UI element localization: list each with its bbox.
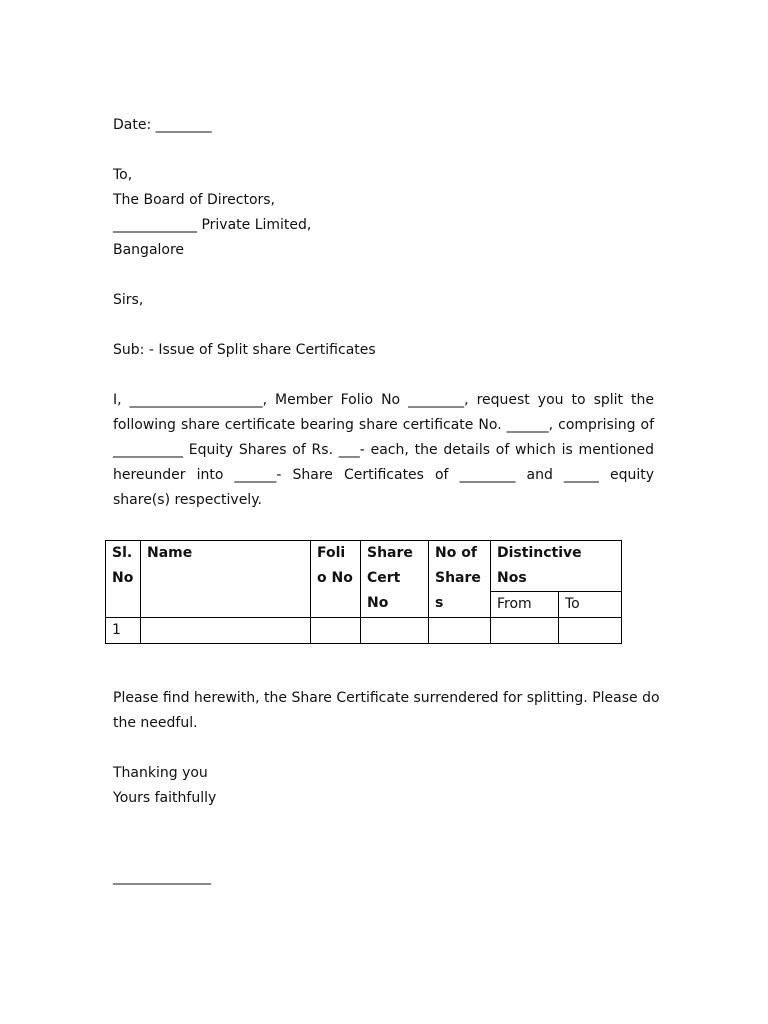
header-name: Name xyxy=(141,541,311,618)
cell-to xyxy=(559,618,622,644)
salutation: Sirs, xyxy=(113,292,144,308)
closing-section xyxy=(113,686,660,811)
header-from: From xyxy=(491,592,559,618)
body-line: hereunder into ______- Share Certificates of ________ and _____ equity xyxy=(113,467,654,483)
table-row xyxy=(106,618,622,644)
header-no-of-shares: No of Shares xyxy=(429,541,491,618)
body-line: share(s) respectively. xyxy=(113,492,262,508)
addressee-company: ____________ Private Limited, xyxy=(113,217,312,233)
cell-sl-no: 1 xyxy=(106,618,141,644)
closing-line: the needful. xyxy=(113,715,198,731)
closing-line: Please find herewith, the Share Certificate surrendered for splitting. Please do xyxy=(113,690,660,706)
addressee-board: The Board of Directors, xyxy=(113,192,276,208)
header-to: To xyxy=(559,592,622,618)
letter-header xyxy=(113,113,654,513)
body-line: following share certificate bearing share certificate No. ______, comprising of xyxy=(113,417,654,433)
cell-no-of-shares xyxy=(429,618,491,644)
cell-folio-no xyxy=(311,618,361,644)
thanks-line: Thanking you xyxy=(113,765,208,781)
date-line: Date: ________ xyxy=(113,117,212,133)
subject-line: Sub: - Issue of Split share Certificates xyxy=(113,342,376,358)
body-paragraph xyxy=(113,388,654,513)
addressee-city: Bangalore xyxy=(113,242,185,258)
header-folio-no: Folio No xyxy=(311,541,361,618)
signature-line: ______________ xyxy=(113,869,211,885)
cell-from xyxy=(491,618,559,644)
cell-name xyxy=(141,618,311,644)
header-share-cert-no: Share Cert No xyxy=(361,541,429,618)
header-distinctive-nos: Distinctive Nos xyxy=(491,541,622,592)
body-line: __________ Equity Shares of Rs. ___- each, the details of which is mentioned xyxy=(113,442,654,458)
yours-faithfully: Yours faithfully xyxy=(113,790,217,806)
addressee-to: To, xyxy=(113,167,133,183)
body-line: I, ___________________, Member Folio No ________, request you to split the xyxy=(113,392,654,408)
share-details-table xyxy=(105,540,622,644)
cell-share-cert-no xyxy=(361,618,429,644)
header-sl-no: Sl. No xyxy=(106,541,141,618)
